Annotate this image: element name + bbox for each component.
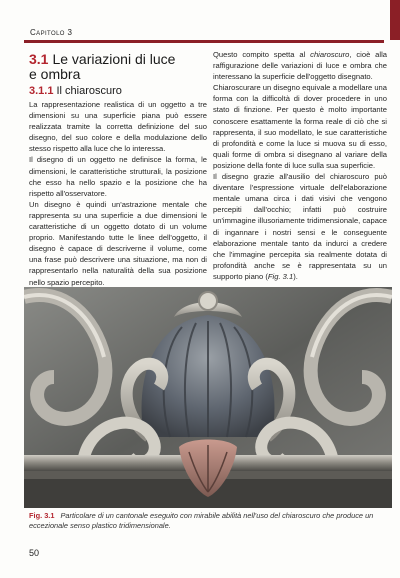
right-paragraph-3 <box>213 171 387 282</box>
right-paragraph-1-em: chiaroscuro <box>310 50 350 59</box>
subsection-number: 3.1.1 <box>29 85 54 97</box>
chapter-header <box>24 26 384 42</box>
right-paragraph-1-b: , cioè alla raffigurazione delle variazioni di luce e ombra che interessano la superficie dell'oggetto disegnato. <box>213 50 387 82</box>
right-paragraph-1 <box>213 49 387 82</box>
figure-caption-text: Particolare di un cantonale eseguito con mirabile abilità nell'uso del chiaroscuro che produce un eccezionale senso plastico tridimensionale. <box>29 511 374 530</box>
page-corner-tab <box>390 0 400 40</box>
left-paragraph-2: Il disegno di un oggetto ne definisce la forma, le dimensioni, le caratteristiche strutturali, la posizione che esso ha nello spazio e la posizione che ha rispetto all'osservatore. <box>29 155 207 198</box>
page-number: 50 <box>29 548 40 558</box>
left-column <box>29 48 207 288</box>
section-title-line1: Le variazioni di luce <box>52 51 176 67</box>
chapter-rule <box>24 40 384 43</box>
left-paragraph-1: La rappresentazione realistica di un oggetto a tre dimensioni su una superficie piana può essere realizzata tramite la corretta definizione del suo disegno, del suo colore e della modulazione dello stesso rispetto alla luce che lo interessa. <box>29 100 207 154</box>
section-title-line2: e ombra <box>29 66 81 82</box>
chapter-label: Capitolo 3 <box>30 28 73 37</box>
right-paragraph-2: Chiaroscurare un disegno equivale a modellare una forma con la difficoltà di dover procedere in uno stato di finzione. Per questo è molto importante conoscere esattamente la forma reale di ciò che si rappresenta, il suo modellato, le sue caratteristiche di profondità e come la luce si muova su di esso, quali forme di ombra si disegnano al variare della posizione della fonte di luce sulla sua superficie. <box>213 83 387 170</box>
section-title <box>29 52 207 82</box>
section-number: 3.1 <box>29 51 49 67</box>
cartouche-illustration <box>24 287 392 508</box>
right-paragraph-1-a: Questo compito spetta al <box>213 50 311 59</box>
figure-photo <box>24 287 392 508</box>
right-column <box>213 49 387 282</box>
subsection-title <box>29 85 207 98</box>
right-paragraph-3-a: Il disegno grazie all'ausilio del chiaroscuro può diventare l'espressione virtuale dell'elaborazione mentale umana circa i dati visivi che vengono percepiti dall'occhio; infatti può costruire un'immagine illusoriamente tridimensionale, capace di ingannare i nostri sensi e le conseguente elaborazione mentale tanto da indurci a credere che l'immagine percepita sia realmente dotata di profondità anche se è rappresentata su un supporto piano ( <box>213 172 387 281</box>
figure-caption <box>29 511 385 531</box>
right-paragraph-3-b: ). <box>293 271 298 281</box>
right-paragraph-3-em: Fig. 3.1 <box>267 271 294 281</box>
subsection-title-text: Il chiaroscuro <box>56 85 122 97</box>
figure-label: Fig. 3.1 <box>29 511 55 520</box>
left-paragraph-3: Un disegno è quindi un'astrazione mentale che rappresenta su una superficie a due dimensioni le caratteristiche di un oggetto dotato di un volume proprio. Manifestando tutte le linee dell'oggetto, il disegno è capace di descriverne il volume, come una frase può descrivere una situazione, ma non di rappresentarlo nella naturalità della sua posizione nello spazio percepito. <box>29 199 207 287</box>
